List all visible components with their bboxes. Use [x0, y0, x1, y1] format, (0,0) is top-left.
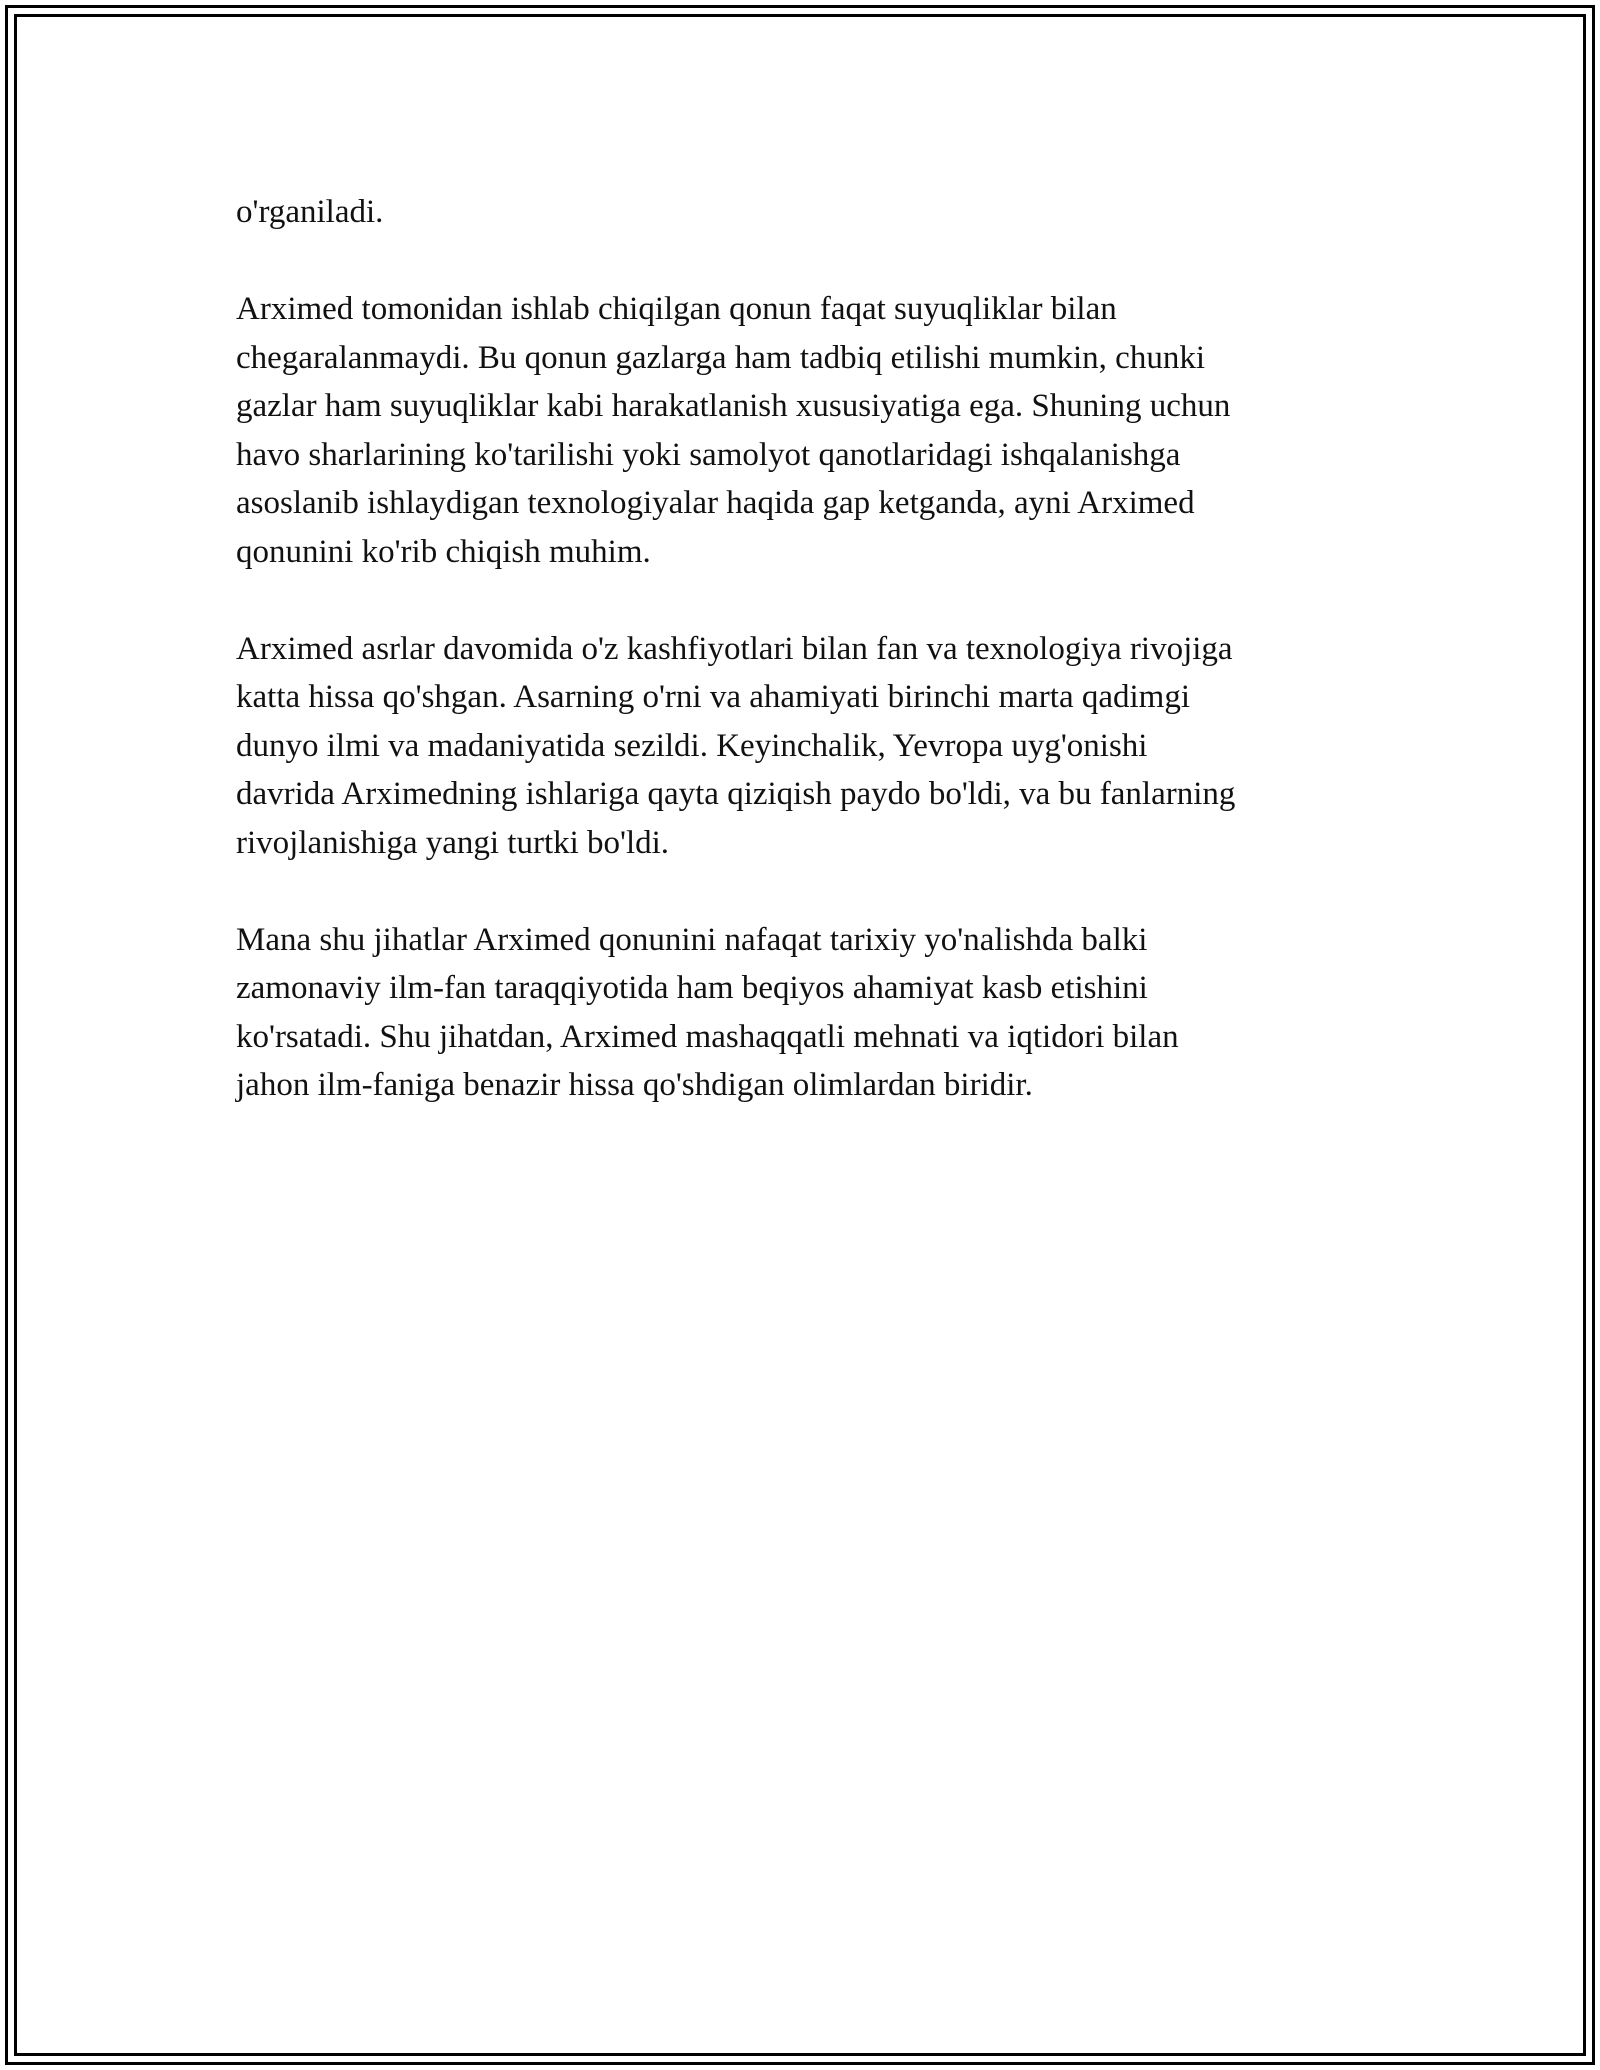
text-line: ko'rsatadi. Shu jihatdan, Arximed mashaqqatli mehnati va iqtidori bilan — [236, 1018, 1179, 1055]
text-line: Mana shu jihatlar Arximed qonunini nafaqat tarixiy yo'nalishda balki — [236, 921, 1148, 958]
paragraph-1 — [236, 188, 1366, 237]
text-line: o'rganiladi. — [236, 194, 384, 230]
text-line: asoslanib ishlaydigan texnologiyalar haqida gap ketganda, ayni Arximed — [236, 485, 1195, 521]
text-line: qonunini ko'rib chiqish muhim. — [236, 533, 651, 570]
text-line: zamonaviy ilm-fan taraqqiyotida ham beqiyos ahamiyat kasb etishini — [236, 970, 1148, 1006]
text-line: rivojlanishiga yangi turtki bo'ldi. — [236, 824, 670, 861]
paragraph-3 — [236, 625, 1366, 868]
text-line: katta hissa qo'shgan. Asarning o'rni va ahamiyati birinchi marta qadimgi — [236, 679, 1191, 715]
text-line: dunyo ilmi va madaniyatida sezildi. Keyinchalik, Yevropa uyg'onishi — [236, 727, 1148, 764]
text-line: gazlar ham suyuqliklar kabi harakatlanish xususiyatiga ega. Shuning uchun — [236, 388, 1231, 424]
text-line: jahon ilm-faniga benazir hissa qo'shdigan olimlardan biridir. — [236, 1067, 1033, 1103]
text-line: Arximed asrlar davomida o'z kashfiyotlari bilan fan va texnologiya rivojiga — [236, 630, 1233, 667]
text-line: chegaralanmaydi. Bu qonun gazlarga ham tadbiq etilishi mumkin, chunki — [236, 339, 1205, 376]
paragraph-4 — [236, 916, 1366, 1110]
paragraph-2 — [236, 285, 1366, 576]
document-body — [236, 188, 1366, 1158]
text-line: davrida Arximedning ishlariga qayta qiziqish paydo bo'ldi, va bu fanlarning — [236, 776, 1236, 812]
text-line: havo sharlarining ko'tarilishi yoki samolyot qanotlaridagi ishqalanishga — [236, 436, 1181, 473]
text-line: Arximed tomonidan ishlab chiqilgan qonun faqat suyuqliklar bilan — [236, 291, 1117, 327]
